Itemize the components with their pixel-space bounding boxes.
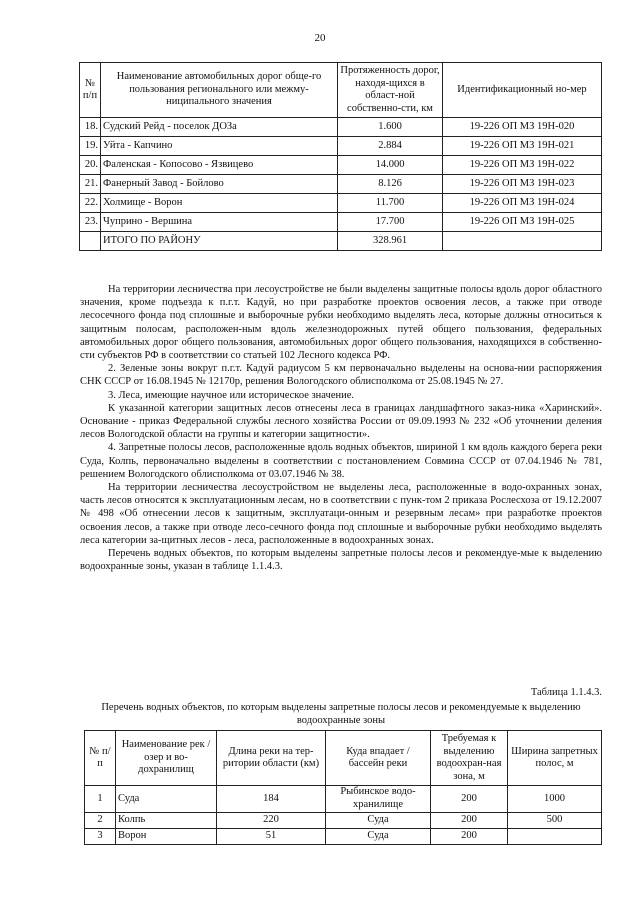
total-id-cell	[443, 232, 602, 251]
table-row	[80, 213, 602, 232]
table-label: Таблица 1.1.4.3.	[530, 687, 602, 698]
header-mouth: Куда впадает / бассейн реки	[326, 731, 431, 786]
row-protection-zone: 200	[431, 828, 508, 844]
paragraph: 4. Запретные полосы лесов, расположенные вдоль водных объектов, шириной 1 км вдоль каждого берега реки Суда, Колпь, первоначально выделены в соответствии с постановлением Совмина СССР от 07.04.1946 № 781, решением Вологодского облисполкома от 03.07.1946 № 38.	[80, 442, 602, 480]
row-road-name: Фанерный Завод - Бойлово	[101, 175, 338, 194]
total-value: 328.961	[338, 232, 443, 251]
paragraph: Перечень водных объектов, по которым выделены запретные полосы лесов и рекомендуе-мые к выделению водоохранные зоны, указан в таблице 1.1.4.3.	[80, 548, 602, 573]
table-total-row	[80, 232, 602, 251]
row-river-name: Колпь	[116, 812, 217, 828]
row-number: 21.	[80, 175, 101, 194]
header-id: Идентификационный но-мер	[443, 63, 602, 118]
table-row	[85, 786, 602, 812]
row-id: 19-226 ОП МЗ 19Н-022	[443, 156, 602, 175]
row-length: 14.000	[338, 156, 443, 175]
row-river-length: 51	[217, 828, 326, 844]
header-protection-zone: Требуемая к выделению водоохран-ная зона, м	[431, 731, 508, 786]
row-mouth: Суда	[326, 812, 431, 828]
row-number: 20.	[80, 156, 101, 175]
row-mouth: Суда	[326, 828, 431, 844]
row-strip-width: 500	[508, 812, 602, 828]
header-number: № п/п	[85, 731, 116, 786]
total-label: ИТОГО ПО РАЙОНУ	[101, 232, 338, 251]
row-river-name: Ворон	[116, 828, 217, 844]
row-id: 19-226 ОП МЗ 19Н-024	[443, 194, 602, 213]
header-strip-width: Ширина запретных полос, м	[508, 731, 602, 786]
table-header-row	[80, 63, 602, 118]
table-row	[85, 828, 602, 844]
row-road-name: Чуприно - Вершина	[101, 213, 338, 232]
page-number: 20	[314, 32, 326, 44]
paragraph: 2. Зеленые зоны вокруг п.г.т. Кадуй радиусом 5 км первоначально выделены на основа-нии распоряжения СНК СССР от 16.08.1945 № 12170р, решения Вологодского облисполкома от 25.08.1945 № 27.	[80, 363, 602, 388]
row-id: 19-226 ОП МЗ 19Н-021	[443, 137, 602, 156]
row-protection-zone: 200	[431, 786, 508, 812]
paragraph: 3. Леса, имеющие научное или историческое значение.	[108, 389, 355, 401]
row-strip-width	[508, 828, 602, 844]
table-row	[80, 118, 602, 137]
row-number: 3	[85, 828, 116, 844]
row-road-name: Холмище - Ворон	[101, 194, 338, 213]
row-number: 23.	[80, 213, 101, 232]
row-road-name: Судский Рейд - поселок ДОЗа	[101, 118, 338, 137]
header-river-name: Наименование рек / озер и во-дохранилищ	[116, 731, 217, 786]
row-strip-width: 1000	[508, 786, 602, 812]
water-objects-table	[84, 730, 602, 845]
row-id: 19-226 ОП МЗ 19Н-023	[443, 175, 602, 194]
row-road-name: Фаленская - Копосово - Язвицево	[101, 156, 338, 175]
row-length: 17.700	[338, 213, 443, 232]
paragraph: К указанной категории защитных лесов отнесены леса в границах ландшафтного заказ-ника «Харинский». Основание - приказ Федеральной службы лесного хозяйства России от 09.09.1993 № 232 «Об уточнении деления лесов Вологодской области на группы и категории защитности».	[80, 402, 602, 441]
row-number: 22.	[80, 194, 101, 213]
table-header-row	[85, 731, 602, 786]
row-length: 8.126	[338, 175, 443, 194]
row-mouth: Рыбинское водо-хранилище	[326, 786, 431, 812]
table-row	[80, 137, 602, 156]
header-road-name: Наименование автомобильных дорог обще-го пользования регионального или межму-ниципального значения	[101, 63, 338, 118]
row-river-length: 184	[217, 786, 326, 812]
table-row	[80, 194, 602, 213]
row-river-length: 220	[217, 812, 326, 828]
header-number: № п/п	[80, 63, 101, 118]
paragraph: На территории лесничества при лесоустройстве не были выделены защитные полосы вдоль дорог областного значения, кроме подъезда к п.г.т. Кадуй, но при разработке проектов освоения лесов, а также при отводе лесосечного фонда под сплошные и выборочные рубки необходимо выделять леса, которые должны относиться к защитным полосам, расположен-ным вдоль железнодорожных путей общего пользования, федеральных автомобильных дорог общего пользования, автомобильных дорог общего пользования, находящихся в собственно-сти субъектов РФ в соответствии со статьей 102 Лесного кодекса РФ.	[80, 284, 602, 362]
table-title: Перечень водных объектов, по которым выделены запретные полосы лесов и рекомендуемые к выделению водоохранные зоны	[101, 702, 581, 726]
row-id: 19-226 ОП МЗ 19Н-020	[443, 118, 602, 137]
body-text	[80, 283, 602, 573]
table-row	[80, 175, 602, 194]
header-river-length: Длина реки на тер-ритории области (км)	[217, 731, 326, 786]
row-number: 2	[85, 812, 116, 828]
row-id: 19-226 ОП МЗ 19Н-025	[443, 213, 602, 232]
roads-table	[79, 62, 602, 251]
row-road-name: Уйта - Капчино	[101, 137, 338, 156]
row-length: 1.600	[338, 118, 443, 137]
row-number: 18.	[80, 118, 101, 137]
table-row	[85, 812, 602, 828]
row-length: 11.700	[338, 194, 443, 213]
row-river-name: Суда	[116, 786, 217, 812]
row-number: 1	[85, 786, 116, 812]
paragraph: На территории лесничества лесоустройством не выделены леса, расположенные в водо-охранных зонах, часть лесов относятся к эксплуатационным лесам, но в соответствии с пунк-том 2 приказа Рослесхоза от 19.12.2007 № 498 «Об отнесении лесов к защитным, эксплуатаци-онным и резервным лесам» при разработке проектов освоения лесов, а также при отводе лесо-сечного фонда под сплошные и выборочные рубки необходимо выделять леса категории за-щитных лесов - леса, расположенные в водоохранных зонах.	[80, 482, 602, 546]
row-number: 19.	[80, 137, 101, 156]
table-row	[80, 156, 602, 175]
row-length: 2.884	[338, 137, 443, 156]
total-number-cell	[80, 232, 101, 251]
header-length: Протяженность дорог, находя-щихся в област-ной собственно-сти, км	[338, 63, 443, 118]
row-protection-zone: 200	[431, 812, 508, 828]
